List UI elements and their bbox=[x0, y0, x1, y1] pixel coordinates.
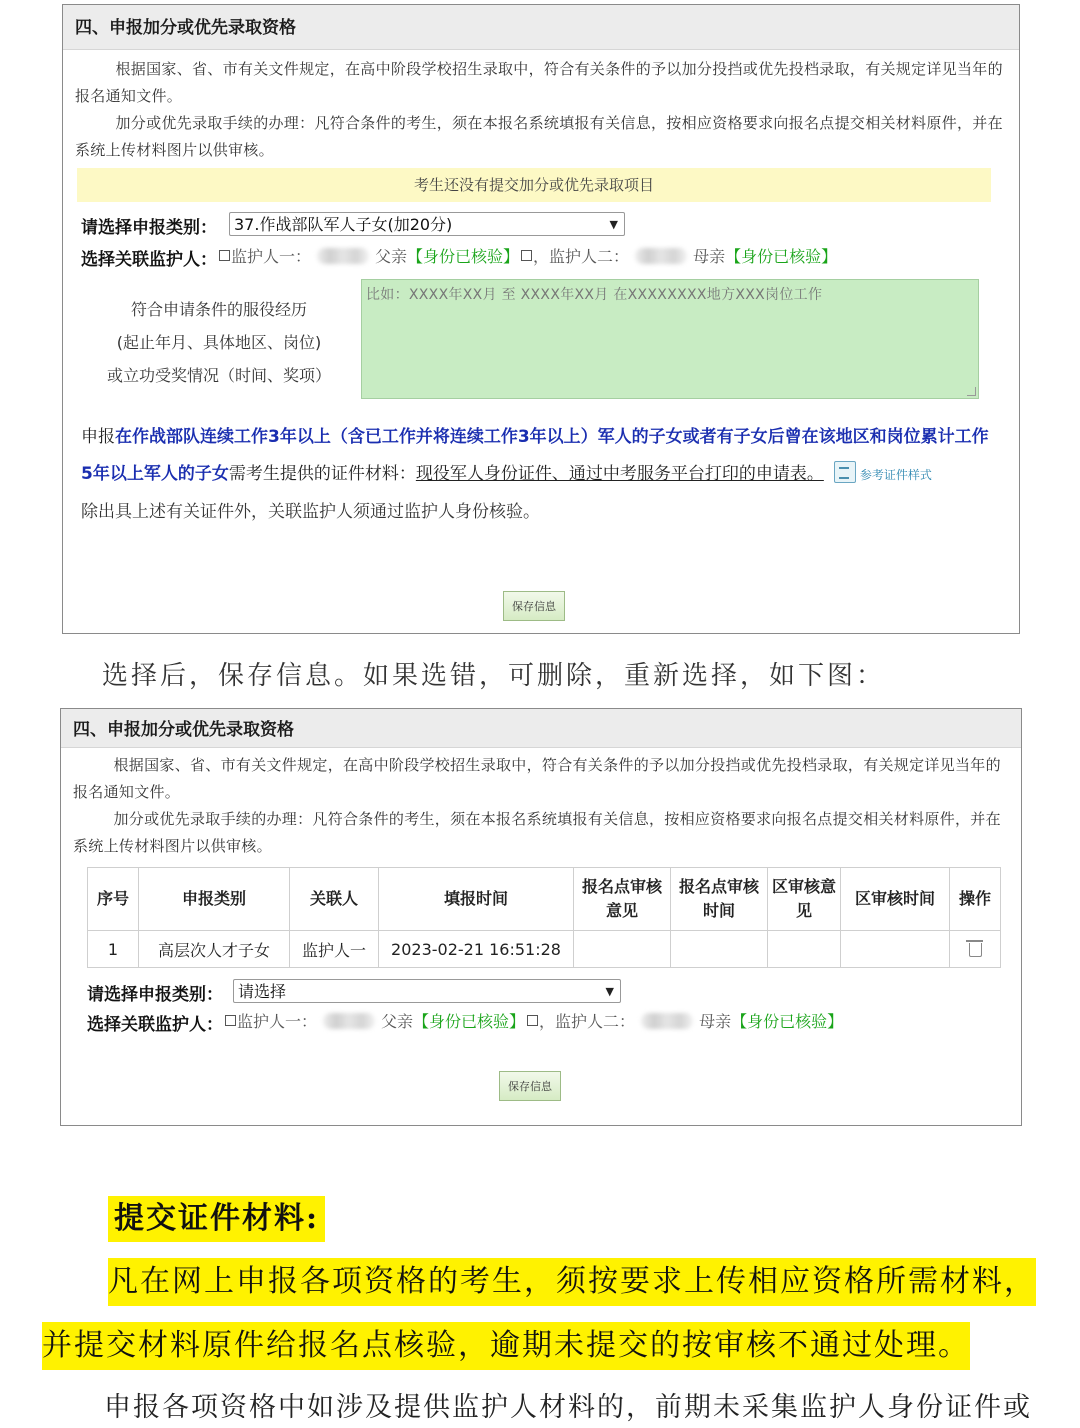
last-line-text: 申报各项资格中如涉及提供监护人材料的，前期未采集监护人身份证件或 bbox=[104, 1392, 1032, 1423]
no-submission-notice: 考生还没有提交加分或优先录取项目 bbox=[77, 168, 991, 202]
resize-handle-icon[interactable] bbox=[967, 387, 976, 396]
cell-district-time bbox=[841, 931, 950, 968]
req-documents: 现役军人身份证件、通过中考服务平台打印的申请表。 bbox=[415, 464, 824, 484]
section-title-2: 四、申报加分或优先录取资格 bbox=[61, 709, 1021, 748]
guardian1-name-blurred bbox=[317, 248, 369, 264]
th-site-time: 报名点审核时间 bbox=[671, 868, 768, 931]
cell-site-opinion bbox=[574, 931, 671, 968]
chevron-down-icon: ▼ bbox=[609, 218, 618, 231]
qualification-panel-2 bbox=[60, 708, 1022, 1126]
category-row bbox=[81, 210, 1019, 242]
th-relation: 关联人 bbox=[290, 868, 379, 931]
req-note: 除出具上述有关证件外，关联监护人须通过监护人身份核验。 bbox=[81, 502, 540, 522]
guardian1-name-blurred-2 bbox=[323, 1013, 375, 1029]
document-icon[interactable] bbox=[834, 461, 856, 483]
requirement-text bbox=[81, 419, 991, 531]
guardian1-prefix: 监护人一： bbox=[231, 247, 312, 266]
save-button-2[interactable]: 保存信息 bbox=[499, 1071, 561, 1101]
th-category: 申报类别 bbox=[139, 868, 290, 931]
cell-operation bbox=[950, 931, 1001, 968]
submit-line-2: 并提交材料原件给报名点核验，逾期未提交的按审核不通过处理。 bbox=[42, 1322, 970, 1370]
experience-label-1: 符合申请条件的服役经历 bbox=[130, 300, 307, 319]
table-header-row bbox=[88, 868, 1001, 931]
category-select[interactable] bbox=[229, 212, 625, 236]
table-row bbox=[88, 931, 1001, 968]
th-index: 序号 bbox=[88, 868, 139, 931]
th-district-opinion: 区审核意见 bbox=[768, 868, 841, 931]
guardian2-name-blurred bbox=[635, 248, 687, 264]
cell-district-opinion bbox=[768, 931, 841, 968]
category-label-2: 请选择申报类别： bbox=[87, 985, 223, 1005]
guardian2-checkbox-2[interactable] bbox=[527, 1015, 538, 1026]
category-select-value: 37.作战部队军人子女(加20分) bbox=[234, 215, 453, 234]
experience-placeholder: 比如：XXXX年XX月 至 XXXX年XX月 在XXXXXXXX地方XXX岗位工作 bbox=[366, 287, 823, 303]
section-title: 四、申报加分或优先录取资格 bbox=[63, 5, 1019, 50]
guardian1-relation-2: 父亲 bbox=[381, 1012, 414, 1031]
qualification-panel-1 bbox=[62, 4, 1020, 634]
intro-paragraph-1: 根据国家、省、市有关文件规定，在高中阶段学校招生录取中，符合有关条件的予以加分投挡或优先投档录取，有关规定详见当年的报名通知文件。 bbox=[75, 60, 1003, 105]
guardian2-prefix-2: ，监护人二： bbox=[539, 1012, 636, 1031]
req-condition: 在作战部队连续工作3年以上（含已工作并将连续工作3年以上）军人的子女或者有子女后曾在该地区和岗位累计工作5年以上军人的子女 bbox=[81, 427, 989, 484]
guardian1-status: 【身份已核验】 bbox=[407, 247, 520, 266]
th-operation: 操作 bbox=[950, 868, 1001, 931]
guardian2-status-2: 【身份已核验】 bbox=[731, 1012, 844, 1031]
experience-label-3: 或立功受奖情况（时间、奖项） bbox=[106, 366, 331, 385]
th-district-time: 区审核时间 bbox=[841, 868, 950, 931]
save-button[interactable]: 保存信息 bbox=[503, 591, 565, 621]
category-select-2[interactable] bbox=[233, 979, 621, 1003]
submit-heading: 提交证件材料: bbox=[108, 1196, 325, 1242]
guardian1-relation: 父亲 bbox=[375, 247, 408, 266]
cell-site-time bbox=[671, 931, 768, 968]
th-time: 填报时间 bbox=[379, 868, 574, 931]
records-table bbox=[87, 867, 1001, 968]
cell-relation: 监护人一 bbox=[290, 931, 379, 968]
guardian-label-2: 选择关联监护人： bbox=[87, 1015, 223, 1035]
intro-paragraph-2: 加分或优先录取手续的办理：凡符合条件的考生，须在本报名系统填报有关信息，按相应资格要求向报名点提交相关材料原件，并在系统上传材料图片以供审核。 bbox=[75, 114, 1003, 159]
submit-line-1: 凡在网上申报各项资格的考生，须按要求上传相应资格所需材料， bbox=[108, 1258, 1036, 1306]
trash-icon[interactable] bbox=[969, 943, 982, 957]
guardian-row bbox=[81, 242, 1019, 272]
chevron-down-icon: ▼ bbox=[605, 985, 614, 998]
guardian-label: 选择关联监护人： bbox=[81, 250, 217, 270]
guardian2-status: 【身份已核验】 bbox=[725, 247, 838, 266]
guardian2-relation: 母亲 bbox=[693, 247, 726, 266]
experience-textarea[interactable] bbox=[361, 279, 979, 399]
guardian1-checkbox-2[interactable] bbox=[225, 1015, 236, 1026]
guardian2-relation-2: 母亲 bbox=[699, 1012, 732, 1031]
experience-label-2: (起止年月、具体地区、岗位) bbox=[116, 333, 322, 352]
guardian-row-2 bbox=[87, 1007, 987, 1037]
cell-category: 高层次人才子女 bbox=[139, 931, 290, 968]
guardian2-prefix: ，监护人二： bbox=[533, 247, 630, 266]
category-row-2 bbox=[69, 977, 969, 1009]
req-mid: 需考生提供的证件材料： bbox=[228, 464, 416, 484]
cell-index: 1 bbox=[88, 931, 139, 968]
guardian1-checkbox[interactable] bbox=[219, 250, 230, 261]
guardian1-status-2: 【身份已核验】 bbox=[413, 1012, 526, 1031]
cell-time: 2023-02-21 16:51:28 bbox=[379, 931, 574, 968]
caption-text: 选择后，保存信息。如果选错，可删除，重新选择，如下图： bbox=[102, 661, 886, 691]
category-label: 请选择申报类别： bbox=[81, 218, 217, 238]
guardian2-name-blurred-2 bbox=[641, 1013, 693, 1029]
intro-paragraph-1b: 根据国家、省、市有关文件规定，在高中阶段学校招生录取中，符合有关条件的予以加分投挡或优先投档录取，有关规定详见当年的报名通知文件。 bbox=[73, 756, 1001, 801]
guardian2-checkbox[interactable] bbox=[521, 250, 532, 261]
th-site-opinion: 报名点审核意见 bbox=[574, 868, 671, 931]
guardian1-prefix-2: 监护人一： bbox=[237, 1012, 318, 1031]
reference-sample-link[interactable]: 参考证件样式 bbox=[859, 468, 932, 482]
intro-paragraph-2b: 加分或优先录取手续的办理：凡符合条件的考生，须在本报名系统填报有关信息，按相应资格要求向报名点提交相关材料原件，并在系统上传材料图片以供审核。 bbox=[73, 810, 1001, 855]
category-select-value-2: 请选择 bbox=[238, 982, 287, 1001]
req-prefix: 申报 bbox=[81, 427, 115, 447]
